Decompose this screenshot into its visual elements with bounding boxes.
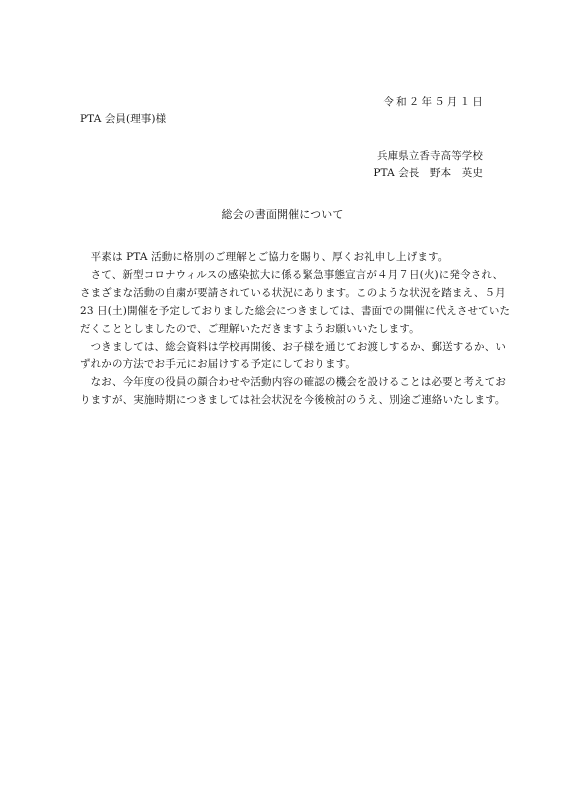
body-line: 平素は PTA 活動に格別のご理解とご協力を賜り、厚くお礼申し上げます。	[80, 251, 449, 263]
letter-body	[80, 249, 511, 410]
recipient: PTA 会員(理事)様	[80, 113, 167, 125]
document-title: 総会の書面開催について	[221, 208, 344, 221]
sender-school: 兵庫県立香寺高等学校	[377, 150, 483, 162]
sender-name: PTA 会長 野本 英史	[373, 167, 483, 179]
body-line: だくこととしましたので、ご理解いただきますようお願いいたします。	[80, 322, 420, 335]
body-line: なお、今年度の役員の顔合わせや活動内容の確認の機会を設けることは必要と考えてお	[80, 376, 506, 389]
body-line: さまざまな活動の自粛が要請されている状況にあります。このような状況を踏まえ、５月	[80, 286, 506, 299]
issue-date: 令和２年５月１日	[383, 96, 485, 108]
body-line: 23 日(土)開催を予定しておりました総会につきましては、書面での開催に代えさせていた	[80, 304, 511, 317]
body-line: つきましては、総会資料は学校再開後、お子様を通じてお渡しするか、郵送するか、い	[80, 340, 506, 353]
body-line: ずれかの方法でお手元にお届けする予定にしております。	[80, 358, 357, 371]
body-line: さて、新型コロナウィルスの感染拡大に係る緊急事態宣言が４月７日(火)に発令され、	[80, 268, 504, 281]
body-line: りますが、実施時期につきましては社会状況を今後検討のうえ、別途ご連絡いたします。	[80, 394, 506, 407]
